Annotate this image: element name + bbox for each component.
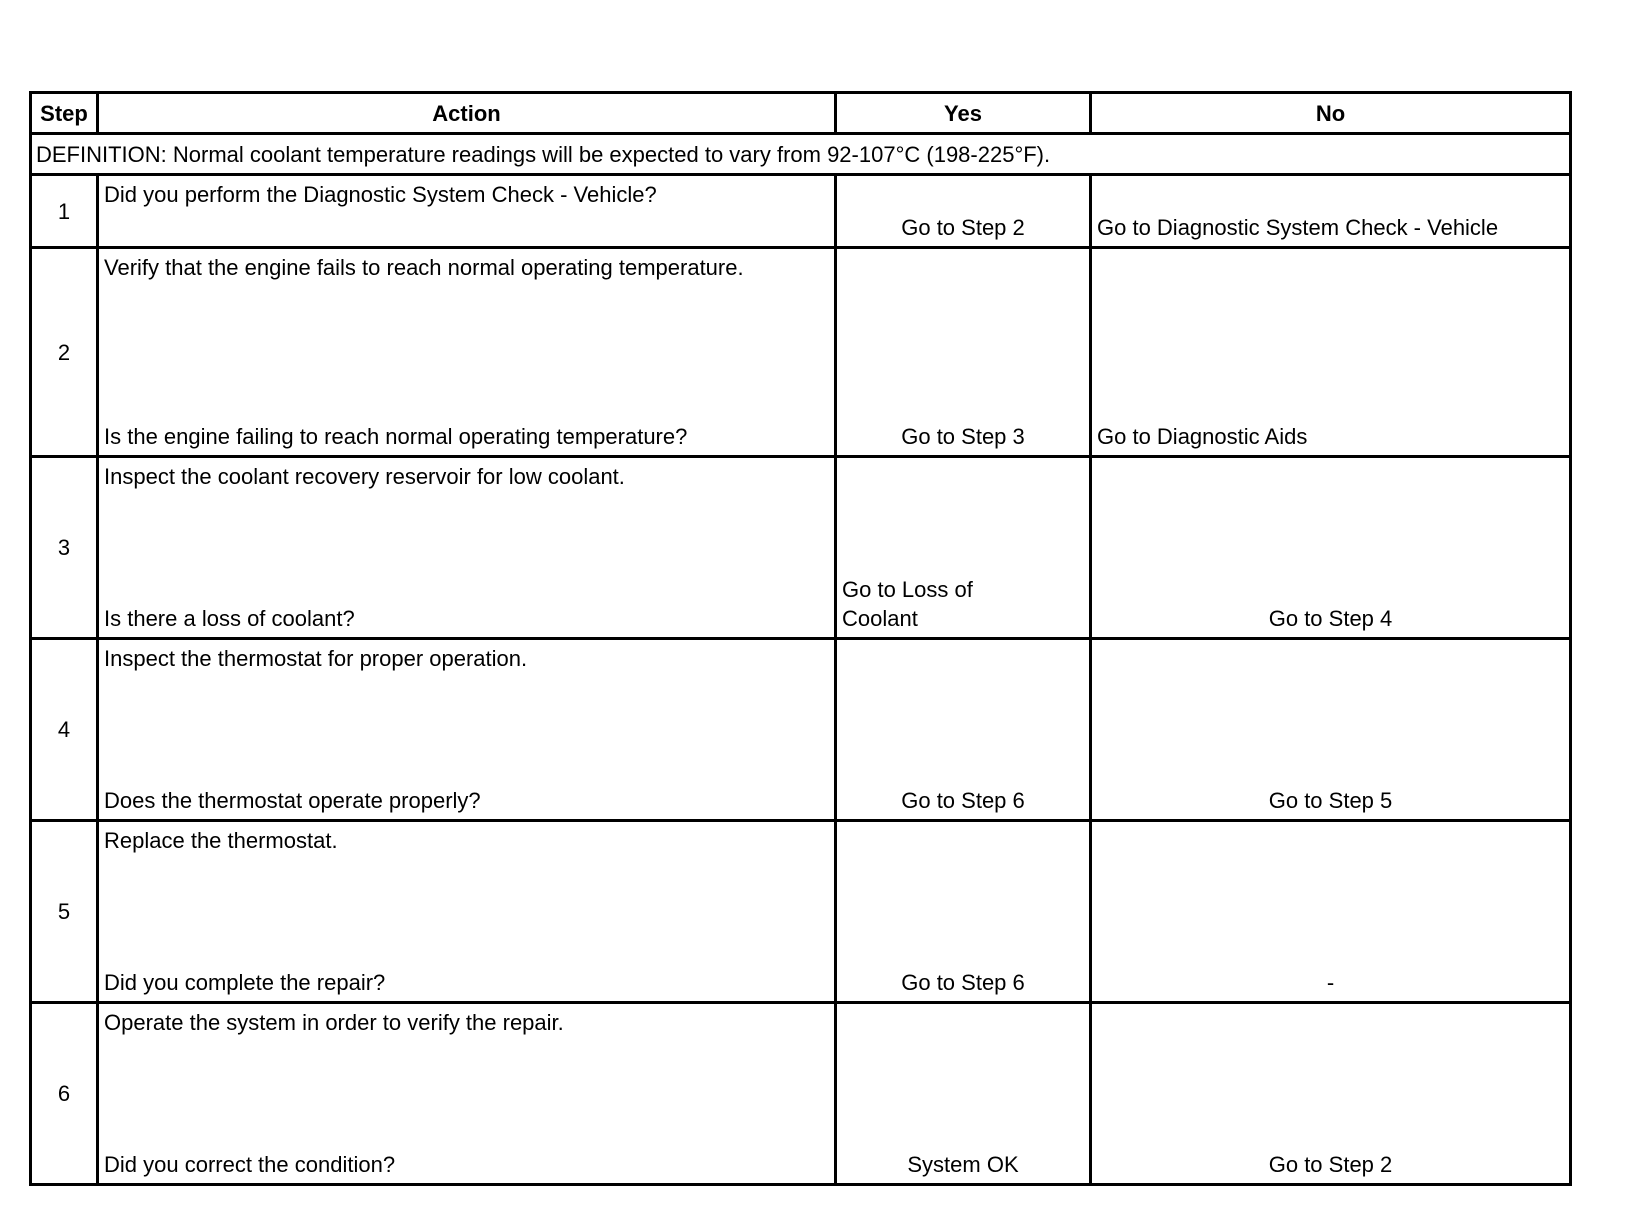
step-number: 6 (31, 1003, 98, 1185)
action-question: Did you complete the repair? (104, 970, 386, 995)
action-cell (98, 1003, 836, 1185)
action-cell (98, 248, 836, 457)
table-row (31, 175, 1571, 248)
table-row (31, 248, 1571, 457)
no-result: Go to Step 5 (1091, 639, 1571, 821)
diagnostic-table (29, 91, 1572, 1186)
table-row (31, 1003, 1571, 1185)
step-number: 5 (31, 821, 98, 1003)
yes-result: Go to Step 2 (836, 175, 1091, 248)
table-row (31, 821, 1571, 1003)
no-result: Go to Step 2 (1091, 1003, 1571, 1185)
action-question: Does the thermostat operate properly? (104, 788, 481, 813)
step-number: 1 (31, 175, 98, 248)
yes-result: System OK (836, 1003, 1091, 1185)
action-instruction: Operate the system in order to verify the repair. (104, 1010, 564, 1035)
definition-text: DEFINITION: Normal coolant temperature readings will be expected to vary from 92-107°C (198-225°F). (31, 134, 1571, 175)
action-instruction: Inspect the thermostat for proper operation. (104, 646, 528, 671)
yes-result: Go to Loss of Coolant (836, 457, 1091, 639)
action-instruction: Replace the thermostat. (104, 828, 338, 853)
action-instruction: Did you perform the Diagnostic System Check - Vehicle? (104, 182, 657, 207)
action-question: Is the engine failing to reach normal operating temperature? (104, 424, 688, 449)
yes-result: Go to Step 6 (836, 821, 1091, 1003)
header-action: Action (98, 93, 836, 134)
table-row (31, 457, 1571, 639)
no-result: Go to Diagnostic System Check - Vehicle (1091, 175, 1571, 248)
action-instruction: Verify that the engine fails to reach normal operating temperature. (104, 255, 744, 280)
no-result: Go to Diagnostic Aids (1091, 248, 1571, 457)
action-question: Is there a loss of coolant? (104, 606, 355, 631)
step-number: 2 (31, 248, 98, 457)
header-row (31, 93, 1571, 134)
header-yes: Yes (836, 93, 1091, 134)
action-cell (98, 175, 836, 248)
definition-row (31, 134, 1571, 175)
header-no: No (1091, 93, 1571, 134)
action-question: Did you correct the condition? (104, 1152, 396, 1177)
table-row (31, 639, 1571, 821)
action-cell (98, 457, 836, 639)
action-cell (98, 639, 836, 821)
no-result: Go to Step 4 (1091, 457, 1571, 639)
action-instruction: Inspect the coolant recovery reservoir for low coolant. (104, 464, 625, 489)
yes-result: Go to Step 6 (836, 639, 1091, 821)
step-number: 3 (31, 457, 98, 639)
yes-result: Go to Step 3 (836, 248, 1091, 457)
no-result: - (1091, 821, 1571, 1003)
step-number: 4 (31, 639, 98, 821)
action-cell (98, 821, 836, 1003)
header-step: Step (31, 93, 98, 134)
